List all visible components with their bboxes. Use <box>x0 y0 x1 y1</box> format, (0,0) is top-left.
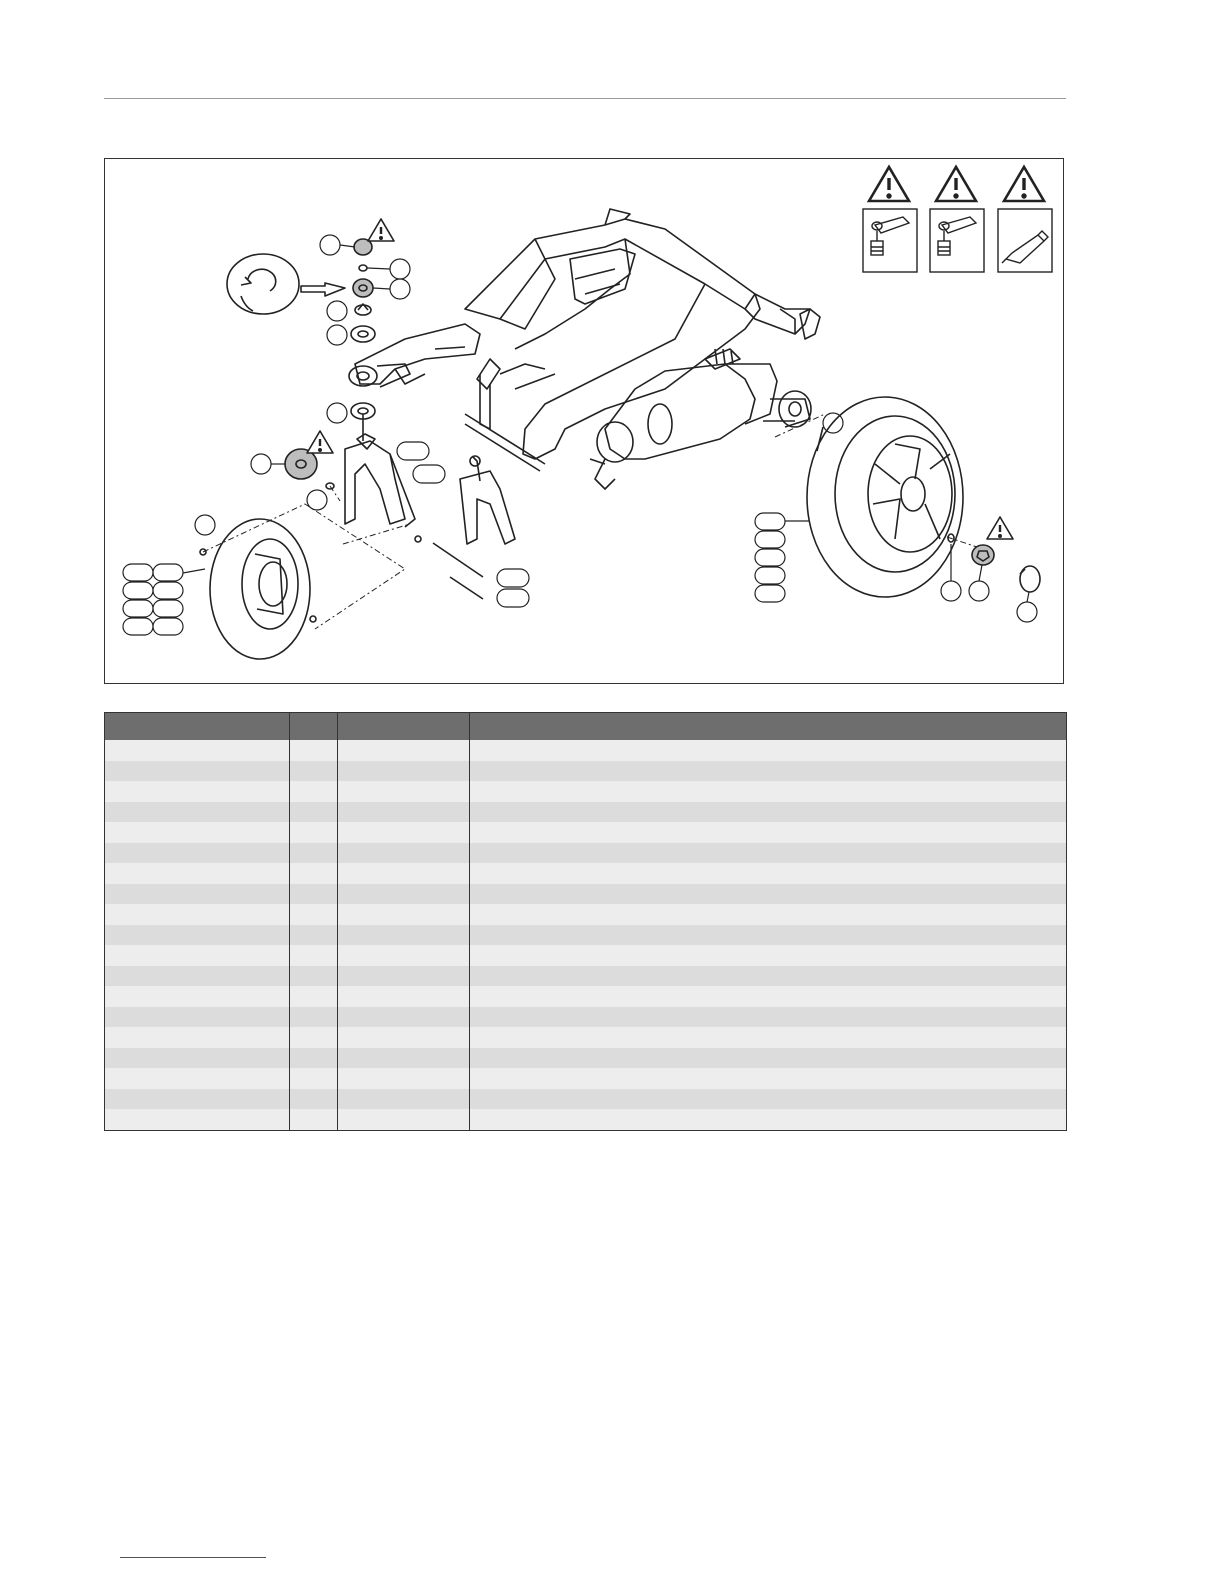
table-cell <box>470 1068 1067 1089</box>
table-cell <box>290 843 338 864</box>
symbol-panel <box>863 167 1052 272</box>
column-header <box>105 713 290 741</box>
table-cell <box>105 843 290 864</box>
parts-table <box>104 712 1067 1131</box>
table-row <box>105 945 1067 966</box>
table-cell <box>105 1068 290 1089</box>
table-cell <box>290 863 338 884</box>
table-cell <box>105 966 290 987</box>
table-cell <box>290 1027 338 1048</box>
table-cell <box>105 884 290 905</box>
right-caster-fork <box>460 456 515 544</box>
table-row <box>105 966 1067 987</box>
table-row <box>105 863 1067 884</box>
table-row <box>105 904 1067 925</box>
table-row <box>105 781 1067 802</box>
pivot-stack <box>351 239 375 441</box>
table-cell <box>470 802 1067 823</box>
table-cell <box>105 781 290 802</box>
table-cell <box>290 1068 338 1089</box>
table-cell <box>290 1109 338 1130</box>
table-cell <box>470 1007 1067 1028</box>
column-header <box>470 713 1067 741</box>
table-cell <box>338 1027 470 1048</box>
table-cell <box>290 740 338 761</box>
table-cell <box>338 986 470 1007</box>
table-cell <box>105 1048 290 1069</box>
table-cell <box>105 1109 290 1130</box>
table-row <box>105 843 1067 864</box>
table-cell <box>105 1089 290 1110</box>
table-cell <box>105 822 290 843</box>
table-row <box>105 740 1067 761</box>
table-row <box>105 1027 1067 1048</box>
table-row <box>105 884 1067 905</box>
wheel-hardware <box>817 427 1040 592</box>
table-cell <box>105 945 290 966</box>
table-cell <box>470 904 1067 925</box>
table-row <box>105 761 1067 782</box>
table-cell <box>338 1089 470 1110</box>
table-cell <box>290 1089 338 1110</box>
table-cell <box>470 945 1067 966</box>
table-row <box>105 925 1067 946</box>
table-cell <box>105 925 290 946</box>
table-cell <box>290 966 338 987</box>
table-cell <box>290 945 338 966</box>
table-cell <box>470 761 1067 782</box>
table-cell <box>338 802 470 823</box>
column-header <box>338 713 470 741</box>
table-cell <box>338 761 470 782</box>
table-cell <box>470 884 1067 905</box>
right-drive-wheel <box>807 397 963 597</box>
footer-link-underline[interactable] <box>120 1557 266 1558</box>
table-cell <box>470 740 1067 761</box>
table-cell <box>105 1027 290 1048</box>
table-cell <box>105 904 290 925</box>
table-row <box>105 802 1067 823</box>
table-cell <box>338 1109 470 1130</box>
table-cell <box>470 986 1067 1007</box>
warning-torque-wrench-icon <box>930 167 984 272</box>
table-cell <box>470 1027 1067 1048</box>
table-cell <box>338 1068 470 1089</box>
axle-bolts <box>415 536 483 599</box>
header-rule <box>104 98 1066 99</box>
table-cell <box>470 925 1067 946</box>
motor-gearbox <box>590 349 811 489</box>
table-row <box>105 822 1067 843</box>
table-cell <box>105 1007 290 1028</box>
table-row <box>105 1068 1067 1089</box>
table-cell <box>338 781 470 802</box>
table-cell <box>290 822 338 843</box>
exploded-view-drawing <box>105 159 1065 685</box>
table-cell <box>470 966 1067 987</box>
left-caster-wheel <box>200 519 316 659</box>
table-cell <box>338 945 470 966</box>
table-cell <box>338 884 470 905</box>
exploded-view-figure <box>104 158 1064 684</box>
table-cell <box>290 781 338 802</box>
table-row <box>105 1109 1067 1130</box>
table-cell <box>105 761 290 782</box>
table-row <box>105 1089 1067 1110</box>
table-cell <box>338 843 470 864</box>
table-cell <box>338 966 470 987</box>
table-cell <box>470 781 1067 802</box>
column-header <box>290 713 338 741</box>
table-cell <box>470 863 1067 884</box>
table-cell <box>470 1109 1067 1130</box>
table-cell <box>470 1089 1067 1110</box>
left-caster-fork <box>285 434 415 527</box>
table-cell <box>290 761 338 782</box>
table-cell <box>338 863 470 884</box>
rotation-callout <box>227 254 345 314</box>
table-cell <box>338 904 470 925</box>
table-cell <box>470 822 1067 843</box>
table-row <box>105 986 1067 1007</box>
table-cell <box>290 904 338 925</box>
table-cell <box>290 986 338 1007</box>
chassis-frame <box>465 209 820 471</box>
table-cell <box>338 925 470 946</box>
table-row <box>105 1007 1067 1028</box>
table-cell <box>470 843 1067 864</box>
table-cell <box>338 740 470 761</box>
table-header-row <box>105 713 1067 741</box>
table-cell <box>338 1007 470 1028</box>
table-row <box>105 1048 1067 1069</box>
table-cell <box>338 822 470 843</box>
table-cell <box>290 1007 338 1028</box>
table-body <box>105 740 1067 1130</box>
table-cell <box>105 802 290 823</box>
table-cell <box>338 1048 470 1069</box>
inline-warning-icons <box>307 219 1013 539</box>
table-cell <box>290 884 338 905</box>
warning-torque-wrench-icon <box>863 167 917 272</box>
table-cell <box>290 802 338 823</box>
table-cell <box>105 863 290 884</box>
table-cell <box>470 1048 1067 1069</box>
table-cell <box>105 986 290 1007</box>
warning-thread-locker-tube-icon <box>998 167 1052 272</box>
table-cell <box>290 1048 338 1069</box>
table-cell <box>290 925 338 946</box>
table-cell <box>105 740 290 761</box>
